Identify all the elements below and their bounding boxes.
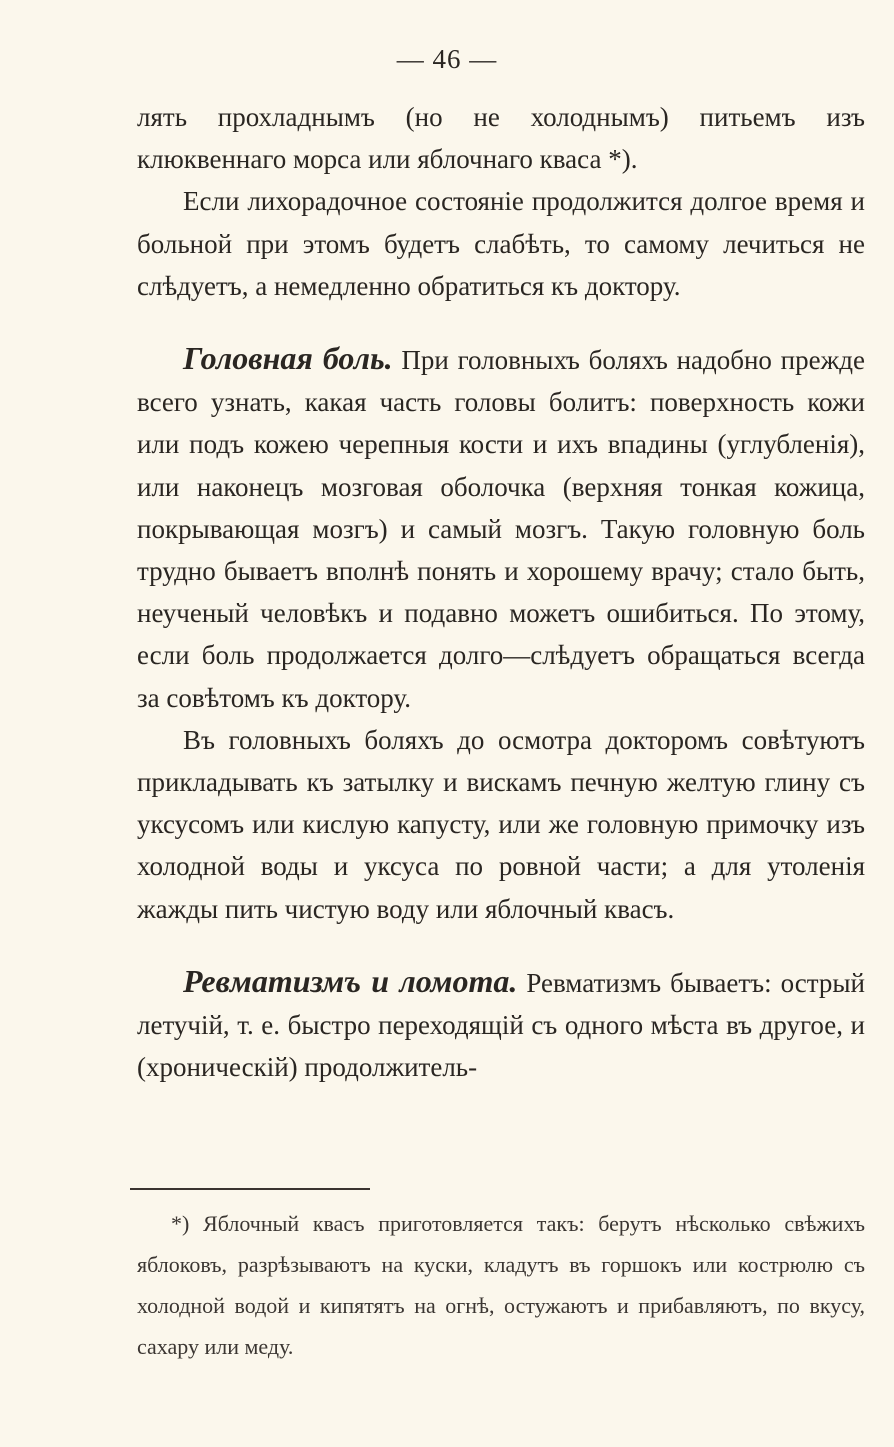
page-number: — 46 — bbox=[396, 44, 498, 74]
paragraph-1: лять прохладнымъ (но не холоднымъ) питьемъ изъ клюквеннаго морса или яблочнаго кваса *). bbox=[137, 102, 865, 175]
footnote bbox=[137, 1203, 865, 1367]
paragraph-4: Въ головныхъ боляхъ до осмотра докторомъ совѣтуютъ прикладывать къ затылку и вискамъ печную желтую глину съ уксусомъ или кислую капусту, или же головную примочку изъ холодной воды и уксуса по ровной части; а для утоленiя жажды пить чистую воду или яблочный квасъ. bbox=[137, 724, 865, 924]
section-heading-rheumatism: Ревматизмъ и ломота. bbox=[183, 962, 518, 999]
footnote-text: *) Яблочный квасъ приготовляется такъ: берутъ нѣсколько свѣжихъ яблоковъ, разрѣзываютъ на куски, кладутъ въ горшокъ или кострюлю съ холодной водой и кипятятъ на огнѣ, остужаютъ и прибавляютъ, по вкусу, сахару или меду. bbox=[137, 1211, 865, 1359]
footnote-divider bbox=[130, 1188, 370, 1190]
body-text bbox=[137, 96, 865, 1088]
section-heading-headache: Головная боль. bbox=[183, 340, 393, 377]
paragraph-rheumatism bbox=[137, 960, 865, 1089]
paragraph-2: Если лихорадочное состоянiе продолжится долгое время и больной при этомъ будетъ слабѣть, то самому лечиться не слѣдуетъ, а немедленно обратиться къ доктору. bbox=[137, 186, 865, 301]
paragraph-rheumatism-text: Ревматизмъ бываетъ: острый летучiй, т. е. быстро переходящiй съ одного мѣста въ другое, и (хроническiй) продолжитель- bbox=[137, 967, 866, 1083]
paragraph-headache bbox=[137, 337, 865, 719]
paragraph-headache-text: При головныхъ боляхъ надобно прежде всего узнать, какая часть головы болитъ: поверхность кожи или подъ кожею черепныя кости и ихъ впадины (углубленiя), или наконецъ мозговая оболочка (верхняя тонкая кожица, покрывающая мозгъ) и самый мозгъ. Такую головную боль трудно бываетъ вполнѣ понять и хорошему врачу; стало быть, неученый человѣкъ и подавно можетъ ошибиться. По этому, если боль продолжается долго—слѣдуетъ обращаться всегда за совѣтомъ къ доктору. bbox=[137, 345, 865, 713]
